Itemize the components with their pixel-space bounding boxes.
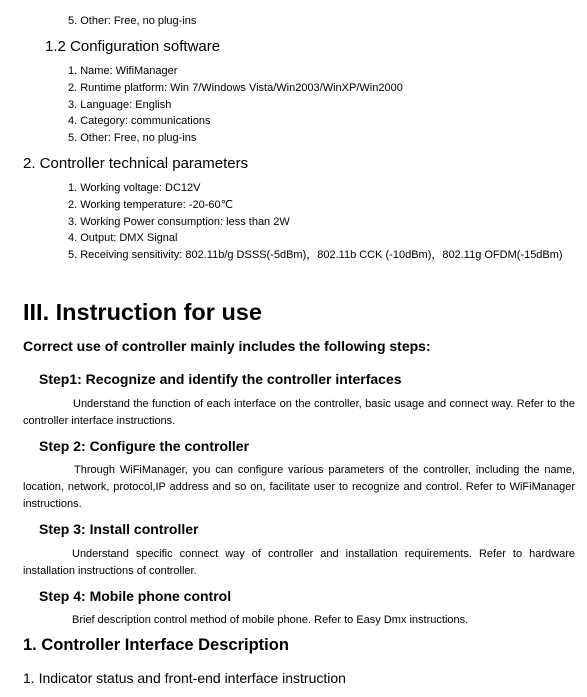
list-item: 5. Other: Free, no plug-ins [68,15,197,27]
step-2-text: Through WiFiManager, you can configure various parameters of the controller, including the name, location, network, protocol,IP address and so on, facilitate user to recognize and control. Refer to WiFiManager instructions. [23,464,575,510]
list-item: 3. Working Power consumption: less than 2W [68,215,290,228]
list-item: 4. Output: DMX Signal [68,232,178,245]
step-2-title: Step 2: Configure the controller [39,438,250,454]
step-4-text: Brief description control method of mobile phone. Refer to Easy Dmx instructions. [72,614,469,626]
step-3-title: Step 3: Install controller [39,521,199,537]
plugin-list [68,13,196,30]
technical-parameters-list [68,180,563,264]
instruction-lead: Correct use of controller mainly includes the following steps: [23,338,431,354]
step-1-title: Step1: Recognize and identify the controller interfaces [39,371,402,387]
list-item: 1. Name: WifiManager [68,65,178,77]
instruction-title: III. Instruction for use [23,299,262,325]
list-item: 2. Runtime platform: Win 7/Windows Vista/Win2003/WinXP/Win2000 [68,81,403,94]
list-item: 2. Working temperature: -20-60℃ [68,198,233,211]
list-item: 3. Language: English [68,98,172,111]
step-1-text: Understand the function of each interface on the controller, basic usage and connect way. Refer to the controller interface instructions. [23,398,575,427]
section-heading-configuration-software: 1.2 Configuration software [45,38,221,55]
list-item: 5. Other: Free, no plug-ins [68,132,197,145]
list-item: 4. Category: communications [68,115,211,128]
section-heading-technical-parameters: 2. Controller technical parameters [23,155,249,172]
step-4-title: Step 4: Mobile phone control [39,588,232,604]
section-heading-interface-description: 1. Controller Interface Description [23,636,289,654]
configuration-software-list [68,63,403,147]
subheading-indicator-status: 1. Indicator status and front-end interface instruction [23,670,346,686]
list-item: 1. Working voltage: DC12V [68,182,201,194]
list-item: 5. Receiving sensitivity: 802.11b/g DSSS(-5dBm)，802.11b CCK (-10dBm)，802.11g OFDM(-15dBm) [68,249,563,262]
step-3-text: Understand specific connect way of controller and installation requirements. Refer to hardware installation instructions of controller. [23,548,575,577]
